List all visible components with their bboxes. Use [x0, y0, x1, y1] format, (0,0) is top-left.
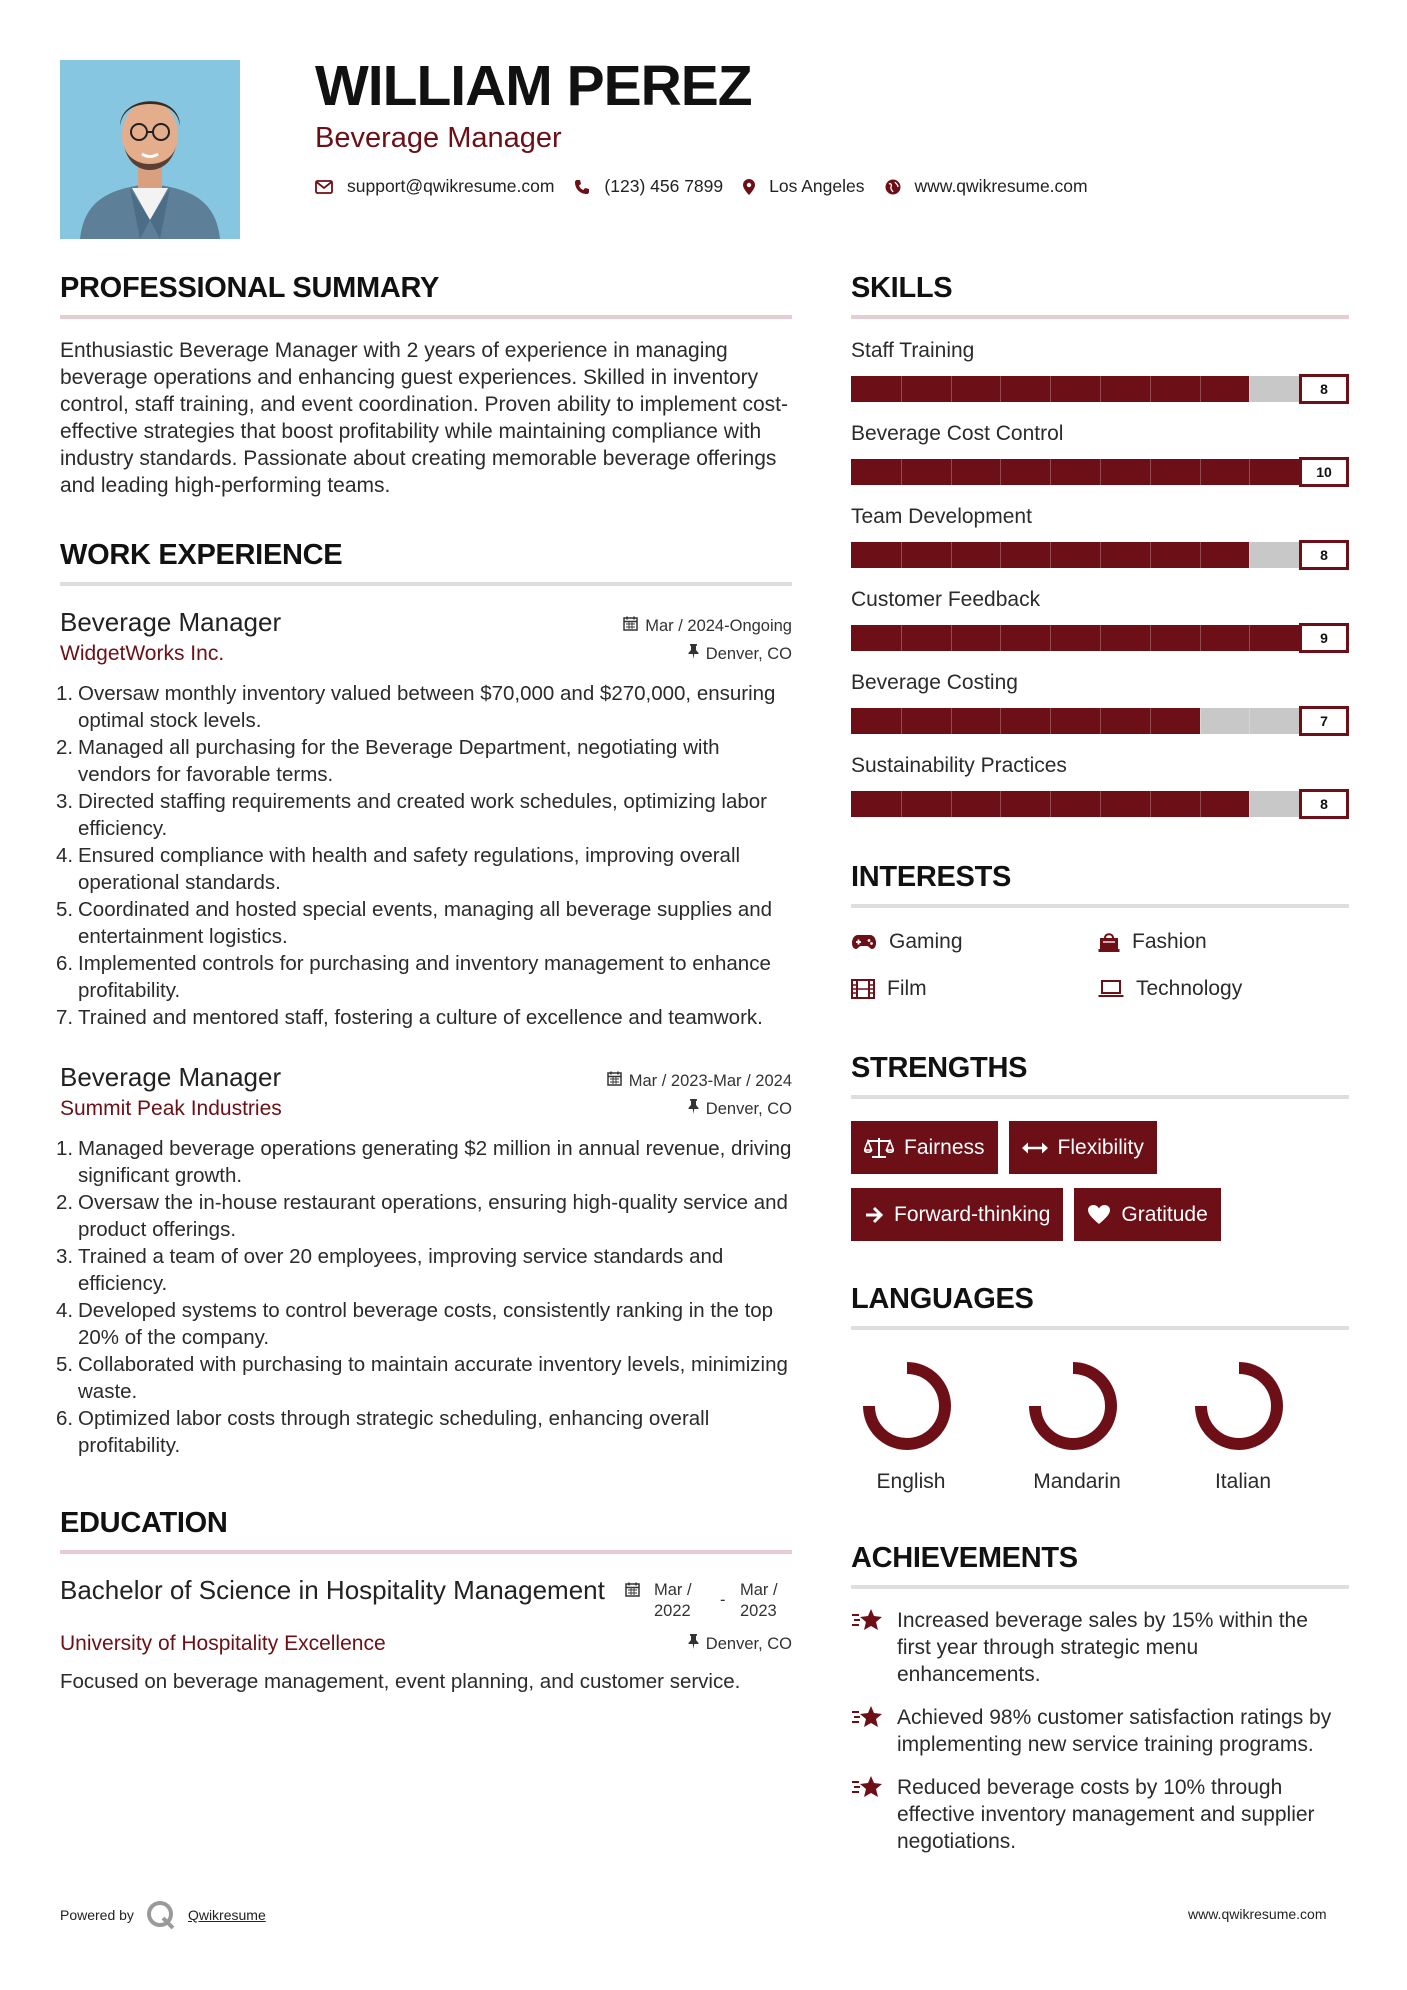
job-bullets: [56, 680, 792, 1031]
degree-title: Bachelor of Science in Hospitality Management: [60, 1575, 605, 1605]
skill-label: Customer Feedback: [851, 588, 1041, 611]
skill-bar: [851, 457, 1349, 487]
skill-bar-segment: [1200, 459, 1201, 485]
language-item: [1183, 1356, 1349, 1494]
skill-label: Beverage Cost Control: [851, 422, 1064, 445]
skill-bar-segment: [1100, 542, 1101, 568]
skill-bar-segment: [1150, 625, 1151, 651]
skill-bar-fill: [851, 625, 1299, 651]
skill-item: [851, 752, 1349, 819]
skill-bar-segment: [1050, 542, 1051, 568]
skill-bar-segment: [1100, 625, 1101, 651]
globe-icon: [885, 179, 901, 195]
job-title: Beverage Manager: [60, 607, 282, 637]
star-trophy-icon: [851, 1607, 885, 1633]
skill-value: 10: [1299, 457, 1349, 487]
achievement-text: Increased beverage sales by 15% within the first year through strategic menu enhancements.: [897, 1609, 1308, 1686]
skills-heading: SKILLS: [851, 274, 1349, 319]
interest-item: [851, 928, 1098, 955]
profile-photo: [60, 60, 240, 239]
achievements-heading: ACHIEVEMENTS: [851, 1544, 1349, 1589]
skill-bar-segment: [901, 542, 902, 568]
left-column: [56, 272, 792, 1695]
language-level-ring: [857, 1356, 957, 1456]
education-dates: [625, 1580, 792, 1622]
skill-bar: [851, 540, 1349, 570]
skill-label: Sustainability Practices: [851, 754, 1067, 777]
skill-bar-fill: [851, 708, 1200, 734]
skill-bar-segment: [901, 376, 902, 402]
right-column: [851, 274, 1349, 1871]
pushpin-icon: [688, 1099, 699, 1119]
skills-list: [851, 337, 1349, 819]
skill-bar-segment: [1150, 542, 1151, 568]
contact-website[interactable]: www.qwikresume.com: [914, 176, 1088, 196]
bullet-item: 5. Coordinated and hosted special events, managing all beverage supplies and entertainment logistics.: [56, 898, 773, 948]
contact-email[interactable]: support@qwikresume.com: [347, 176, 555, 196]
job-bullets: [56, 1135, 792, 1459]
language-level-arc: [1201, 1368, 1277, 1444]
skill-bar-segment: [951, 791, 952, 817]
bullet-item: 5. Collaborated with purchasing to maintain accurate inventory levels, minimizing waste.: [56, 1353, 788, 1403]
skill-bar-segment: [1150, 376, 1151, 402]
interest-label: Gaming: [889, 930, 963, 953]
star-trophy-icon: [851, 1774, 885, 1800]
skill-bar: [851, 706, 1349, 736]
job-company: Summit Peak Industries: [60, 1097, 282, 1120]
skill-bar-segment: [1200, 542, 1201, 568]
strength-badge: [1009, 1121, 1157, 1174]
date-separator: -: [720, 1591, 726, 1609]
qwikresume-link[interactable]: Qwikresume: [187, 1907, 266, 1923]
skill-bar-segment: [901, 791, 902, 817]
skill-value: 8: [1299, 374, 1349, 404]
summary-heading: PROFESSIONAL SUMMARY: [60, 274, 792, 319]
footer-powered-by: [60, 1900, 266, 1930]
skill-bar-segment: [1249, 542, 1250, 568]
skill-bar: [851, 789, 1349, 819]
skill-bar-segment: [1050, 791, 1051, 817]
shopping-bag-icon: [1098, 931, 1120, 953]
powered-by-label: Powered by: [60, 1907, 134, 1923]
skill-bar-segment: [1000, 459, 1001, 485]
bullet-item: 3. Directed staffing requirements and created work schedules, optimizing labor efficiency.: [56, 790, 768, 840]
strengths-list: [851, 1121, 1349, 1241]
job-location: Denver, CO: [705, 1099, 792, 1118]
skill-bar-segment: [951, 625, 952, 651]
interest-label: Film: [887, 977, 927, 1000]
work-heading: WORK EXPERIENCE: [60, 541, 792, 586]
interest-item: [1098, 975, 1345, 1002]
skill-item: [851, 420, 1349, 487]
job-title: Beverage Manager: [60, 1062, 282, 1092]
map-pin-icon: [743, 179, 755, 195]
arrows-horizontal-icon: [1022, 1141, 1048, 1155]
skill-bar-segment: [951, 542, 952, 568]
bullet-item: 1. Oversaw monthly inventory valued between $70,000 and $270,000, ensuring optimal stock levels.: [56, 682, 776, 732]
qwikresume-logo-icon: [146, 1900, 176, 1930]
job-location: Denver, CO: [705, 644, 792, 663]
bullet-item: 4. Ensured compliance with health and safety regulations, improving overall operational standards.: [56, 844, 741, 894]
skill-bar-segment: [1000, 708, 1001, 734]
calendar-icon: [623, 616, 638, 636]
language-item: [851, 1356, 1017, 1494]
strength-label: Gratitude: [1121, 1202, 1208, 1226]
skill-bar-segment: [901, 708, 902, 734]
strength-label: Flexibility: [1057, 1135, 1144, 1159]
pushpin-icon: [688, 1634, 699, 1654]
bullet-item: 1. Managed beverage operations generating $2 million in annual revenue, driving significant growth.: [56, 1137, 792, 1187]
achievement-item: [851, 1704, 1349, 1758]
heart-icon: [1087, 1204, 1111, 1225]
language-level-arc: [869, 1368, 945, 1444]
skill-item: [851, 669, 1349, 736]
skill-item: [851, 337, 1349, 404]
job-date-row: [607, 1071, 792, 1091]
skill-bar-segment: [1200, 625, 1201, 651]
bullet-item: 3. Trained a team of over 20 employees, improving service standards and efficiency.: [56, 1245, 724, 1295]
balance-scale-icon: [864, 1137, 894, 1159]
skill-label: Team Development: [851, 505, 1032, 528]
phone-icon: [574, 179, 590, 195]
skill-bar-segment: [1050, 625, 1051, 651]
language-label: Mandarin: [1033, 1470, 1121, 1493]
job-entry: [56, 606, 792, 1031]
skill-bar-segment: [1000, 376, 1001, 402]
achievement-item: [851, 1607, 1349, 1688]
school-location-row: [688, 1634, 792, 1654]
school-name: University of Hospitality Excellence: [60, 1632, 386, 1655]
strength-badge: [851, 1188, 1063, 1241]
achievements-list: [851, 1607, 1349, 1855]
calendar-icon: [625, 1582, 640, 1603]
skill-bar-segment: [1150, 459, 1151, 485]
skill-value: 8: [1299, 540, 1349, 570]
interest-item: [851, 975, 1098, 1002]
skill-label: Beverage Costing: [851, 671, 1018, 694]
skill-bar-segment: [1050, 708, 1051, 734]
skill-bar-segment: [1200, 708, 1201, 734]
contact-location: Los Angeles: [769, 176, 865, 196]
job-date: Mar / 2023-Mar / 2024: [628, 1071, 792, 1090]
skill-bar: [851, 374, 1349, 404]
strengths-heading: STRENGTHS: [851, 1054, 1349, 1099]
achievement-item: [851, 1774, 1349, 1855]
education-end: Mar / 2023: [740, 1581, 778, 1620]
bullet-item: 6. Optimized labor costs through strategic scheduling, enhancing overall profitability.: [56, 1407, 710, 1457]
language-item: [1017, 1356, 1183, 1494]
footer-website[interactable]: www.qwikresume.com: [1188, 1906, 1327, 1922]
skill-bar-segment: [1100, 791, 1101, 817]
job-company: WidgetWorks Inc.: [60, 642, 225, 665]
bullet-item: 4. Developed systems to control beverage costs, consistently ranking in the top 20% of the company.: [56, 1299, 774, 1349]
bullet-item: 7. Trained and mentored staff, fostering a culture of excellence and teamwork.: [56, 1006, 763, 1029]
skill-bar-segment: [1200, 376, 1201, 402]
skill-value: 7: [1299, 706, 1349, 736]
skill-bar-segment: [1249, 625, 1250, 651]
skill-bar: [851, 623, 1349, 653]
skill-bar-segment: [1150, 708, 1151, 734]
film-icon: [851, 979, 875, 999]
skill-bar-segment: [1150, 791, 1151, 817]
education-heading: EDUCATION: [60, 1509, 792, 1554]
envelope-icon: [315, 180, 333, 194]
skill-bar-segment: [951, 376, 952, 402]
strength-label: Forward-thinking: [894, 1202, 1051, 1226]
skill-bar-segment: [951, 459, 952, 485]
job-date-row: [623, 616, 792, 636]
language-level-arc: [1035, 1368, 1111, 1444]
bullet-item: 6. Implemented controls for purchasing and inventory management to enhance profitability.: [56, 952, 771, 1002]
language-label: English: [876, 1470, 946, 1493]
skill-item: [851, 586, 1349, 653]
contact-bar: [315, 178, 1108, 196]
job-entry: [56, 1061, 792, 1459]
bullet-item: 2. Managed all purchasing for the Beverage Department, negotiating with vendors for favorable terms.: [56, 736, 720, 786]
skill-bar-segment: [1200, 791, 1201, 817]
candidate-name: WILLIAM PEREZ: [315, 54, 752, 118]
strength-label: Fairness: [904, 1135, 985, 1159]
education-start: Mar / 2022: [654, 1581, 692, 1620]
skill-bar-segment: [1000, 625, 1001, 651]
skill-item: [851, 503, 1349, 570]
languages-heading: LANGUAGES: [851, 1285, 1349, 1330]
job-location-row: [688, 644, 792, 664]
language-level-ring: [1189, 1356, 1289, 1456]
gamepad-icon: [851, 934, 877, 950]
languages-list: [851, 1356, 1349, 1494]
interests-list: [851, 928, 1349, 1002]
strength-badge: [851, 1121, 998, 1174]
interest-label: Technology: [1136, 977, 1243, 1000]
skill-bar-segment: [1100, 459, 1101, 485]
education-description: Focused on beverage management, event planning, and customer service.: [60, 1670, 741, 1693]
skill-bar-segment: [1249, 791, 1250, 817]
skill-value: 9: [1299, 623, 1349, 653]
interest-label: Fashion: [1132, 930, 1207, 953]
language-level-ring: [1023, 1356, 1123, 1456]
strength-badge: [1074, 1188, 1220, 1241]
achievement-text: Achieved 98% customer satisfaction ratings by implementing new service training programs.: [897, 1706, 1332, 1756]
skill-bar-segment: [1100, 708, 1101, 734]
contact-phone[interactable]: (123) 456 7899: [604, 176, 724, 196]
job-date: Mar / 2024-Ongoing: [645, 616, 792, 635]
skill-value: 8: [1299, 789, 1349, 819]
summary-text: Enthusiastic Beverage Manager with 2 years of experience in managing beverage operations and enhancing guest experiences. Skilled in inventory control, staff training, and event coordination. Proven ability to implement cost-effective strategies that boost profitability while maintaining compliance with industry standards. Passionate about creating memorable beverage offerings and leading high-performing teams.: [60, 339, 788, 497]
calendar-icon: [607, 1071, 622, 1091]
skill-bar-segment: [901, 459, 902, 485]
language-label: Italian: [1214, 1470, 1272, 1493]
skill-bar-segment: [1050, 376, 1051, 402]
bullet-item: 2. Oversaw the in-house restaurant operations, ensuring high-quality service and product offerings.: [56, 1191, 788, 1241]
skill-bar-segment: [1249, 708, 1250, 734]
interest-item: [1098, 928, 1345, 955]
star-trophy-icon: [851, 1704, 885, 1730]
skill-bar-segment: [1000, 791, 1001, 817]
arrow-right-icon: [864, 1205, 884, 1225]
skill-bar-segment: [1100, 376, 1101, 402]
achievement-text: Reduced beverage costs by 10% through effective inventory management and supplier negotiations.: [897, 1776, 1315, 1853]
candidate-role: Beverage Manager: [315, 122, 562, 154]
school-location: Denver, CO: [705, 1634, 792, 1653]
skill-bar-segment: [901, 625, 902, 651]
skill-bar-segment: [1249, 376, 1250, 402]
skill-bar-segment: [1000, 542, 1001, 568]
pushpin-icon: [688, 644, 699, 664]
skill-bar-segment: [1050, 459, 1051, 485]
laptop-icon: [1098, 980, 1124, 998]
skill-bar-segment: [1249, 459, 1250, 485]
skill-label: Staff Training: [851, 339, 975, 362]
interests-heading: INTERESTS: [851, 863, 1349, 908]
job-location-row: [688, 1099, 792, 1119]
skill-bar-segment: [951, 708, 952, 734]
